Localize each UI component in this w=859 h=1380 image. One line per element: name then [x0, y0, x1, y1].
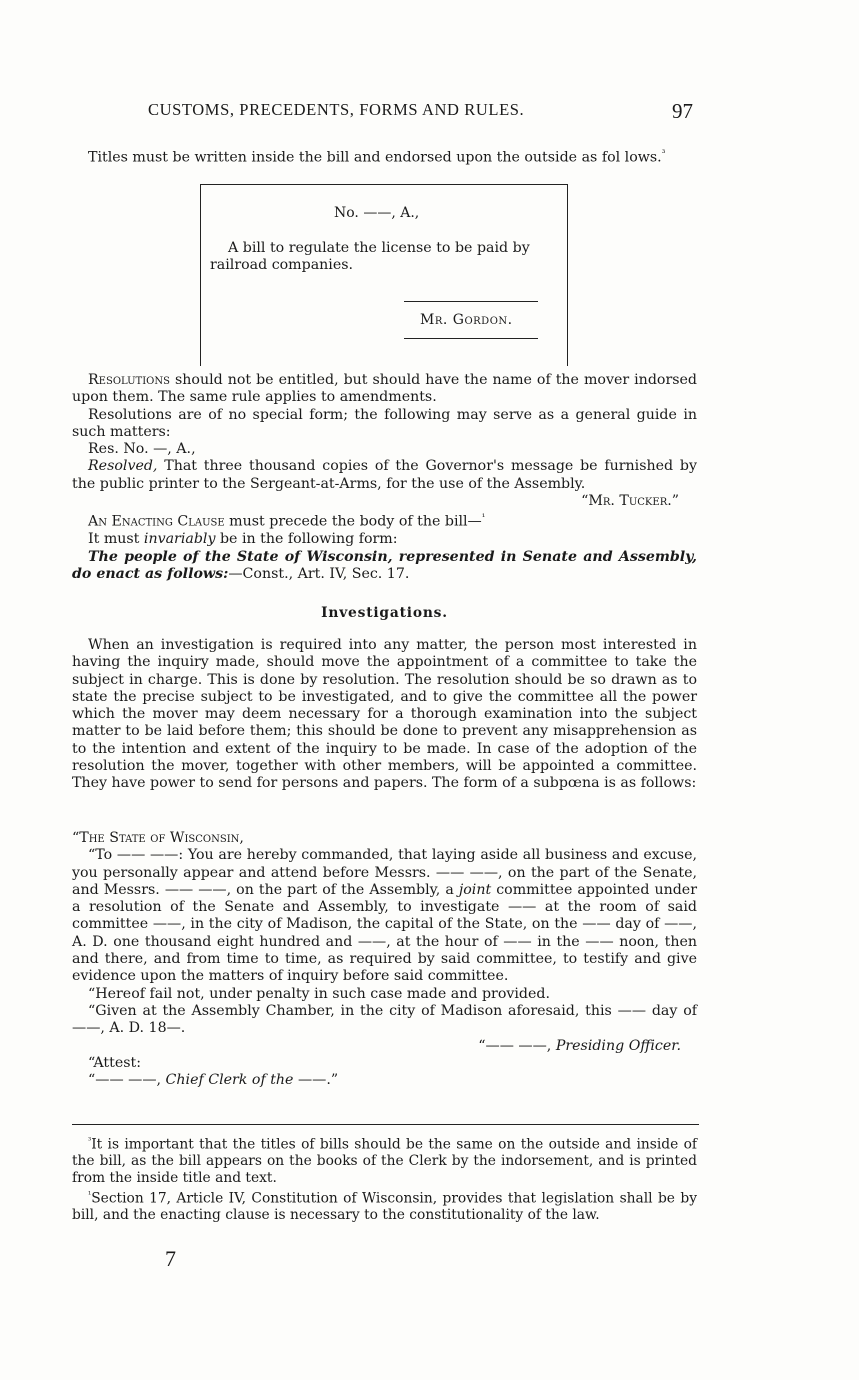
- enacting-text: must precede the body of the bill—: [224, 514, 482, 531]
- investigations-heading: Investigations.: [321, 605, 448, 621]
- enacting-line2-post: be in the following form:: [215, 531, 398, 548]
- bill-sponsor: Mr. Gordon.: [420, 312, 513, 328]
- footnote-divider: [72, 1124, 699, 1125]
- footnote-1-mark: ¹: [88, 1189, 92, 1199]
- subpoena-salutation: “The State of Wisconsin,: [72, 830, 244, 846]
- resolutions-section: [72, 372, 697, 583]
- bill-number-line: No. ——, A.,: [334, 205, 420, 221]
- enacting-citation: —Const., Art. IV, Sec. 17.: [228, 566, 410, 582]
- enacting-formula: The people of the State of Wisconsin, represented in Senate and Assembly, do enact as follows:: [72, 548, 697, 582]
- subpoena-joint: joint: [458, 881, 492, 898]
- subpoena-body-b: committee appointed under a resolution of the Senate and Assembly, to investigate —— at the room of said committee ——, in the city of Madison, the capital of the State, on the —— day of ——, A. D. one thousand eight hundred and ——, at the hour of —— in the —— noon, then and there, and from time to time, as required by said committee, to testify and give evidence upon the matters of inquiry before said committee.: [72, 881, 697, 985]
- investigations-paragraph: [72, 637, 697, 793]
- footnotes: [72, 1133, 697, 1224]
- subpoena-body-a: “To —— ——: You are hereby commanded, that laying aside all business and excuse, you personally appear and attend before Messrs. —— ——, on the part of the Senate, and Messrs. —— ——, on the part of the Assembly, a: [72, 847, 697, 898]
- presiding-blank: “—— ——,: [478, 1037, 556, 1054]
- resolutions-p1: should not be entitled, but should have the name of the mover indorsed upon them. The same rule applies to amendments.: [72, 372, 697, 406]
- res-no-line: Res. No. —, A.,: [88, 441, 196, 458]
- footnote-ref-1: ¹: [481, 513, 486, 524]
- intro-text: Titles must be written inside the bill and endorsed upon the outside as fol lows.: [88, 149, 662, 166]
- subpoena-given: “Given at the Assembly Chamber, in the city of Madison aforesaid, this —— day of ——, A. D. 18—.: [72, 1002, 697, 1037]
- enacting-line2-pre: It must: [88, 531, 144, 548]
- folio-signature: 7: [165, 1246, 176, 1271]
- resolved-text: That three thousand copies of the Governor's message be furnished by the public printer to the Sergeant-at-Arms, for the use of the Assembly.: [72, 458, 697, 492]
- signature-rule-bottom: [404, 338, 538, 339]
- running-title: CUSTOMS, PRECEDENTS, FORMS AND RULES.: [148, 100, 525, 119]
- footnote-1-text: Section 17, Article IV, Constitution of Wisconsin, provides that legislation shall be by bill, and the enacting clause is necessary to the constitutionality of the law.: [72, 1190, 697, 1224]
- subpoena-penalty: “Hereof fail not, under penalty in such case made and provided.: [88, 985, 550, 1002]
- bill-description: A bill to regulate the license to be paid by railroad companies.: [210, 240, 530, 274]
- footnote-3-mark: ³: [88, 1136, 92, 1145]
- intro-paragraph: [72, 146, 697, 167]
- resolutions-lead: Resolutions: [88, 372, 170, 388]
- page-number: 97: [672, 99, 693, 123]
- signature-rule-top: [404, 301, 538, 302]
- clerk-post: ——.”: [293, 1072, 339, 1089]
- resolved-lead: Resolved,: [88, 458, 158, 475]
- enacting-lead: An Enacting Clause: [88, 514, 225, 531]
- investigations-text: When an investigation is required into any matter, the person most interested in having the inquiry made, should move the appointment of a committee to take the subject in charge. This is done by resolution. The resolution should be so drawn as to state the precise subject to be investigated, and to give the committee all the power which the mover may deem necessary for a thorough examination into the subject matter to be laid before them; this should be done to prevent any misapprehension as to the intention and extent of the inquiry to be made. In case of the adoption of the resolution the mover, together with other members, will be appointed a committee. They have power to send for persons and papers. The form of a subpœna is as follows:: [72, 637, 697, 792]
- enacting-line2-italic: invariably: [143, 531, 216, 548]
- footnote-ref-3: ³: [661, 149, 666, 159]
- chief-clerk: Chief Clerk of the: [165, 1072, 294, 1089]
- resolutions-p2: Resolutions are of no special form; the following may serve as a general guide in such matters:: [72, 406, 697, 440]
- attest-line: “Attest:: [88, 1054, 141, 1071]
- resolution-signature: “Mr. Tucker.”: [581, 493, 679, 510]
- footnote-3-text: It is important that the titles of bills should be the same on the outside and inside of the bill, as the bill appears on the books of the Clerk by the indorsement, and is printed from the inside title and text.: [72, 1136, 697, 1187]
- clerk-blank: “—— ——,: [88, 1072, 166, 1089]
- presiding-officer: Presiding Officer.: [555, 1037, 681, 1054]
- subpoena-form: [72, 830, 697, 1089]
